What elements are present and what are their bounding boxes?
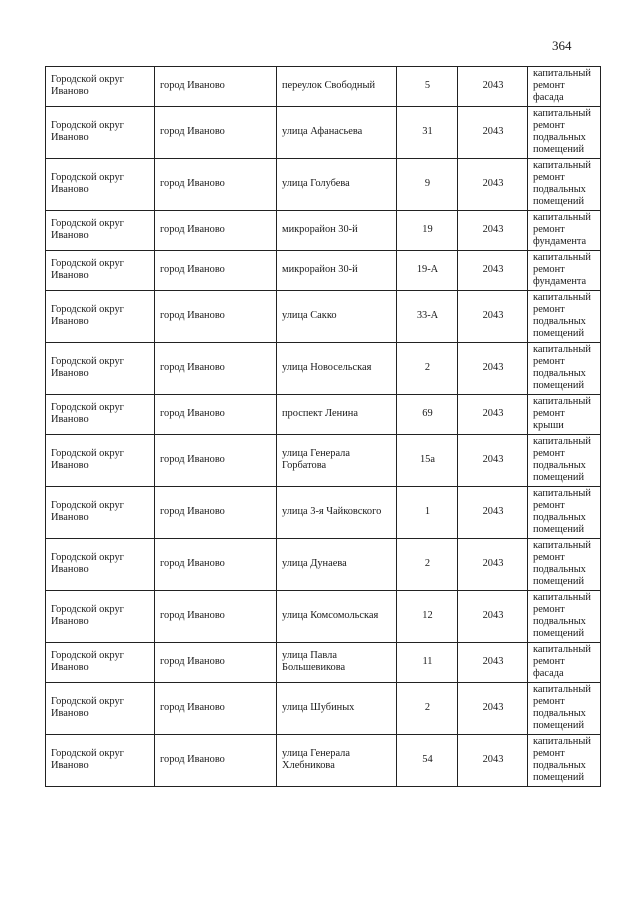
year-cell: 2043 [458, 159, 528, 211]
house-number-cell: 9 [397, 159, 458, 211]
year-cell: 2043 [458, 211, 528, 251]
house-number-cell: 1 [397, 487, 458, 539]
city-cell: город Иваново [155, 291, 277, 343]
city-cell: город Иваново [155, 67, 277, 107]
district-cell: Городской округ Иваново [46, 251, 155, 291]
house-number-cell: 33-А [397, 291, 458, 343]
table-row [46, 643, 601, 683]
table-row [46, 159, 601, 211]
street-cell: улица Шубиных [277, 683, 397, 735]
street-cell: проспект Ленина [277, 395, 397, 435]
city-cell: город Иваново [155, 683, 277, 735]
district-cell: Городской округ Иваново [46, 487, 155, 539]
city-cell: город Иваново [155, 159, 277, 211]
house-number-cell: 19 [397, 211, 458, 251]
house-number-cell: 69 [397, 395, 458, 435]
district-cell: Городской округ Иваново [46, 291, 155, 343]
district-cell: Городской округ Иваново [46, 343, 155, 395]
year-cell: 2043 [458, 683, 528, 735]
city-cell: город Иваново [155, 643, 277, 683]
street-cell: улица Афанасьева [277, 107, 397, 159]
table-row [46, 107, 601, 159]
street-cell: улица Генерала Хлебникова [277, 735, 397, 787]
house-number-cell: 5 [397, 67, 458, 107]
table-row [46, 211, 601, 251]
house-number-cell: 11 [397, 643, 458, 683]
work-type-cell: капитальный ремонт подвальных помещений [528, 159, 601, 211]
year-cell: 2043 [458, 591, 528, 643]
house-number-cell: 2 [397, 343, 458, 395]
table-row [46, 435, 601, 487]
house-number-cell: 2 [397, 683, 458, 735]
year-cell: 2043 [458, 291, 528, 343]
table-row [46, 395, 601, 435]
street-cell: микрорайон 30-й [277, 211, 397, 251]
house-number-cell: 15а [397, 435, 458, 487]
house-number-cell: 2 [397, 539, 458, 591]
year-cell: 2043 [458, 435, 528, 487]
work-type-cell: капитальный ремонт подвальных помещений [528, 591, 601, 643]
city-cell: город Иваново [155, 107, 277, 159]
table-row [46, 343, 601, 395]
work-type-cell: капитальный ремонт подвальных помещений [528, 683, 601, 735]
street-cell: улица 3-я Чайковского [277, 487, 397, 539]
street-cell: улица Павла Большевикова [277, 643, 397, 683]
table-row [46, 67, 601, 107]
year-cell: 2043 [458, 107, 528, 159]
city-cell: город Иваново [155, 435, 277, 487]
district-cell: Городской округ Иваново [46, 735, 155, 787]
street-cell: улица Генерала Горбатова [277, 435, 397, 487]
district-cell: Городской округ Иваново [46, 435, 155, 487]
house-number-cell: 12 [397, 591, 458, 643]
work-type-cell: капитальный ремонт подвальных помещений [528, 487, 601, 539]
street-cell: улица Дунаева [277, 539, 397, 591]
house-number-cell: 31 [397, 107, 458, 159]
year-cell: 2043 [458, 539, 528, 591]
year-cell: 2043 [458, 251, 528, 291]
city-cell: город Иваново [155, 395, 277, 435]
street-cell: улица Новосельская [277, 343, 397, 395]
year-cell: 2043 [458, 395, 528, 435]
street-cell: улица Сакко [277, 291, 397, 343]
work-type-cell: капитальный ремонт подвальных помещений [528, 539, 601, 591]
house-number-cell: 54 [397, 735, 458, 787]
city-cell: город Иваново [155, 591, 277, 643]
city-cell: город Иваново [155, 735, 277, 787]
district-cell: Городской округ Иваново [46, 107, 155, 159]
year-cell: 2043 [458, 343, 528, 395]
year-cell: 2043 [458, 487, 528, 539]
city-cell: город Иваново [155, 211, 277, 251]
table-row [46, 487, 601, 539]
district-cell: Городской округ Иваново [46, 211, 155, 251]
district-cell: Городской округ Иваново [46, 683, 155, 735]
work-type-cell: капитальный ремонт фасада [528, 643, 601, 683]
work-type-cell: капитальный ремонт подвальных помещений [528, 291, 601, 343]
house-number-cell: 19-А [397, 251, 458, 291]
city-cell: город Иваново [155, 251, 277, 291]
work-type-cell: капитальный ремонт подвальных помещений [528, 107, 601, 159]
housing-repair-table [45, 66, 601, 787]
district-cell: Городской округ Иваново [46, 539, 155, 591]
table-row [46, 251, 601, 291]
work-type-cell: капитальный ремонт фундамента [528, 251, 601, 291]
year-cell: 2043 [458, 735, 528, 787]
work-type-cell: капитальный ремонт подвальных помещений [528, 435, 601, 487]
street-cell: микрорайон 30-й [277, 251, 397, 291]
district-cell: Городской округ Иваново [46, 395, 155, 435]
district-cell: Городской округ Иваново [46, 643, 155, 683]
district-cell: Городской округ Иваново [46, 591, 155, 643]
city-cell: город Иваново [155, 539, 277, 591]
work-type-cell: капитальный ремонт фундамента [528, 211, 601, 251]
street-cell: улица Голубева [277, 159, 397, 211]
year-cell: 2043 [458, 643, 528, 683]
street-cell: улица Комсомольская [277, 591, 397, 643]
work-type-cell: капитальный ремонт подвальных помещений [528, 735, 601, 787]
table-row [46, 291, 601, 343]
street-cell: переулок Свободный [277, 67, 397, 107]
city-cell: город Иваново [155, 343, 277, 395]
year-cell: 2043 [458, 67, 528, 107]
district-cell: Городской округ Иваново [46, 159, 155, 211]
table-row [46, 735, 601, 787]
work-type-cell: капитальный ремонт фасада [528, 67, 601, 107]
work-type-cell: капитальный ремонт подвальных помещений [528, 343, 601, 395]
table-row [46, 591, 601, 643]
district-cell: Городской округ Иваново [46, 67, 155, 107]
work-type-cell: капитальный ремонт крыши [528, 395, 601, 435]
table-row [46, 683, 601, 735]
city-cell: город Иваново [155, 487, 277, 539]
page-number: 364 [552, 38, 572, 53]
table-row [46, 539, 601, 591]
